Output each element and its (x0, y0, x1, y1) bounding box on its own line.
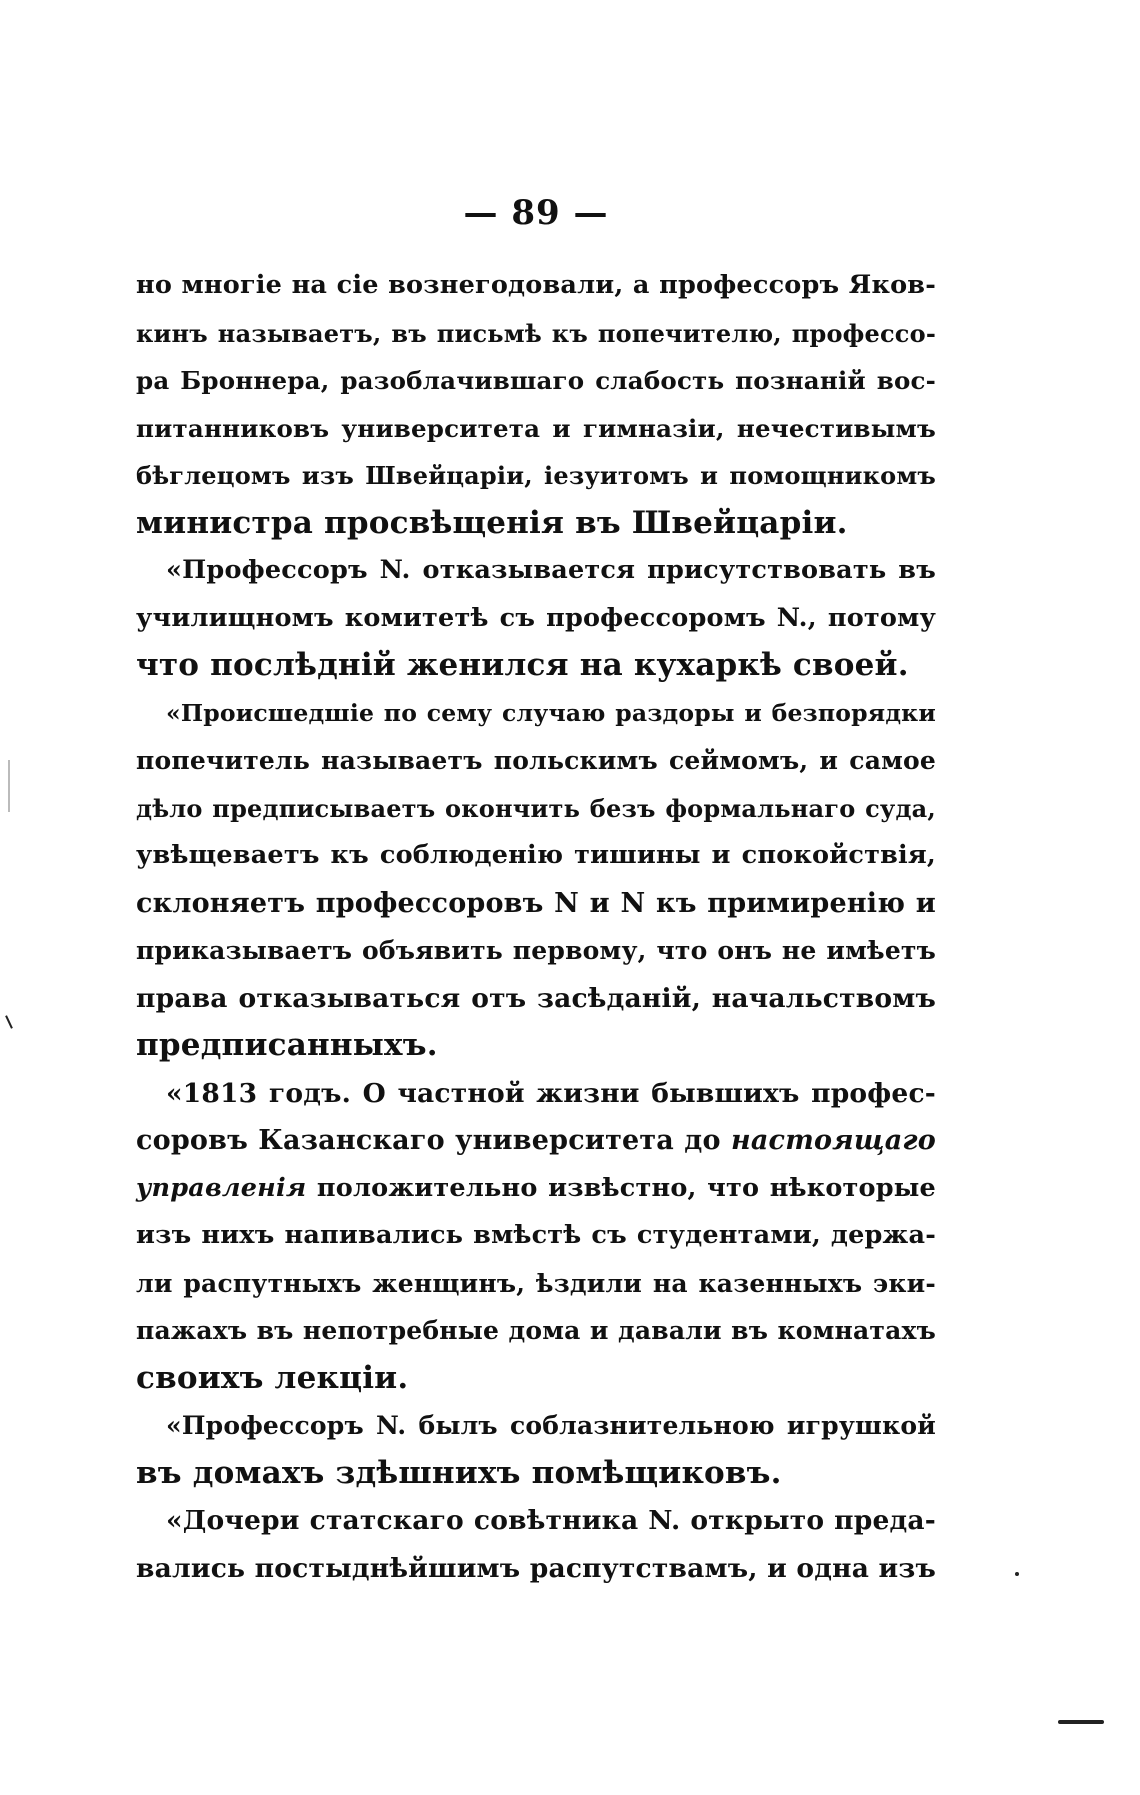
text-line: своихъ лекціи. (136, 1359, 409, 1396)
text-line-with-italic (136, 1117, 936, 1165)
text-line-with-italic (136, 1165, 936, 1213)
paragraph-2 (136, 547, 936, 690)
page-text (136, 262, 936, 1592)
text-line: «Дочери статскаго совѣтника N. открыто преда- (166, 1505, 936, 1536)
text-line: изъ нихъ напивались вмѣстѣ съ студентами, держа- (136, 1220, 936, 1250)
text-line: «1813 годъ. О частной жизни бывшихъ профес- (166, 1077, 936, 1109)
italic-phrase: настоящаго (730, 1125, 936, 1156)
text-line: пажахъ въ непотребные дома и давали въ комнатахъ (136, 1316, 936, 1345)
text-line: училищномъ комитетѣ съ профессоромъ N., потому (136, 602, 936, 633)
text-line: «Профессоръ N. былъ соблазнительною игрушкой (166, 1411, 936, 1440)
text-line: что послѣдній женился на кухаркѣ своей. (136, 647, 909, 683)
text-line: дѣло предписываетъ окончить безъ формальнаго суда, (136, 793, 936, 823)
text-segment: положительно извѣстно, что нѣкоторые (306, 1172, 936, 1203)
book-page (136, 0, 936, 1795)
text-line: увѣщеваетъ къ соблюденію тишины и спокойствія, (136, 840, 936, 870)
text-line: предписанныхъ. (136, 1027, 438, 1063)
text-line: «Происшедшіе по сему случаю раздоры и безпорядки (166, 698, 936, 727)
text-line: попечитель называетъ польскимъ сеймомъ, и самое (136, 746, 936, 775)
paragraph-4 (136, 1070, 936, 1403)
scan-artifact (1015, 1572, 1019, 1576)
paragraph-1 (136, 262, 936, 547)
scan-artifact (8, 760, 10, 812)
scan-artifact (1058, 1720, 1104, 1724)
text-line: ра Броннера, разоблачившаго слабость познаній вос- (136, 366, 936, 395)
paragraph-6 (136, 1497, 936, 1592)
text-line: кинъ называетъ, въ письмѣ къ попечителю, профессо- (136, 318, 936, 348)
text-line: права отказываться отъ засѣданій, начальствомъ (136, 982, 936, 1014)
text-line: но многіе на сіе вознегодовали, а профессоръ Яков- (136, 270, 936, 300)
text-line: питанниковъ университета и гимназіи, нечестивымъ (136, 413, 936, 443)
text-line: «Профессоръ N. отказывается присутствовать въ (166, 555, 936, 585)
paragraph-5 (136, 1402, 936, 1497)
text-line: вались постыднѣйшимъ распутствамъ, и одна изъ (136, 1552, 936, 1584)
scan-artifact (5, 1015, 13, 1029)
text-line: бѣглецомъ изъ Швейцаріи, іезуитомъ и помощникомъ (136, 461, 936, 490)
page-number: — 89 — (463, 193, 609, 233)
text-line: приказываетъ объявить первому, что онъ не имѣетъ (136, 936, 936, 965)
text-line: ли распутныхъ женщинъ, ѣздили на казенныхъ эки- (136, 1268, 936, 1298)
text-line: министра просвѣщенія въ Швейцаріи. (136, 504, 848, 541)
text-line: въ домахъ здѣшнихъ помѣщиковъ. (136, 1454, 782, 1491)
paragraph-3 (136, 690, 936, 1070)
italic-phrase: управленія (136, 1172, 307, 1203)
text-line: склоняетъ профессоровъ N и N къ примиренію и (136, 887, 936, 919)
text-segment: соровъ Казанскаго университета до (136, 1125, 731, 1156)
